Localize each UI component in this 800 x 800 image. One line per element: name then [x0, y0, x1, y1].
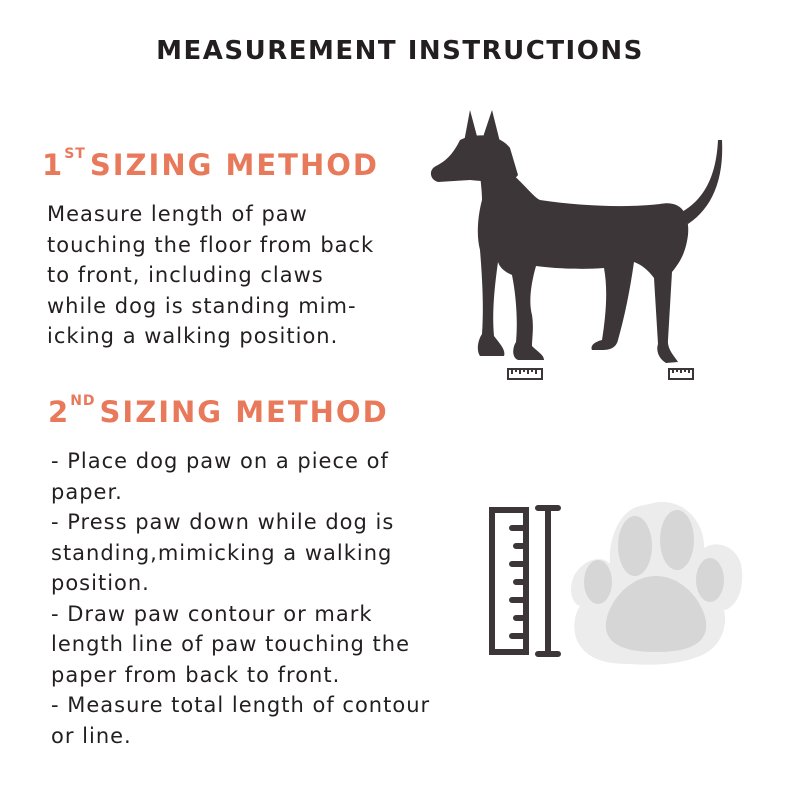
method-1-instructions: Measure length of paw touching the floor from back to front, including claws while dog is standing mim- icking a walking position.	[47, 202, 375, 348]
ruler-and-paw-illustration	[480, 498, 760, 668]
page-title: MEASUREMENT INSTRUCTIONS	[156, 36, 644, 66]
paw-print-icon	[571, 502, 742, 665]
method-1-heading	[42, 148, 379, 182]
paw-ruler-right	[669, 369, 693, 379]
method-1-heading-label: SIZING METHOD	[89, 148, 379, 182]
method-2-number: 2	[48, 395, 71, 429]
paw-ruler-left	[508, 369, 542, 379]
ruler-icon	[492, 508, 558, 654]
method-2-instructions: - Place dog paw on a piece of paper. - Press paw down while dog is standing,mimicking a walking position. - Draw paw contour or mark length line of paw touching the paper from back to front. - Measure total length of contour or line.	[51, 449, 431, 748]
method-1-number: 1	[42, 148, 65, 182]
dog-silhouette-icon	[420, 100, 730, 390]
method-2-heading	[48, 395, 389, 429]
method-1-ordinal-suffix: ST	[64, 146, 86, 163]
method-2-ordinal-suffix: ND	[70, 393, 96, 410]
method-2-heading-label: SIZING METHOD	[99, 395, 389, 429]
